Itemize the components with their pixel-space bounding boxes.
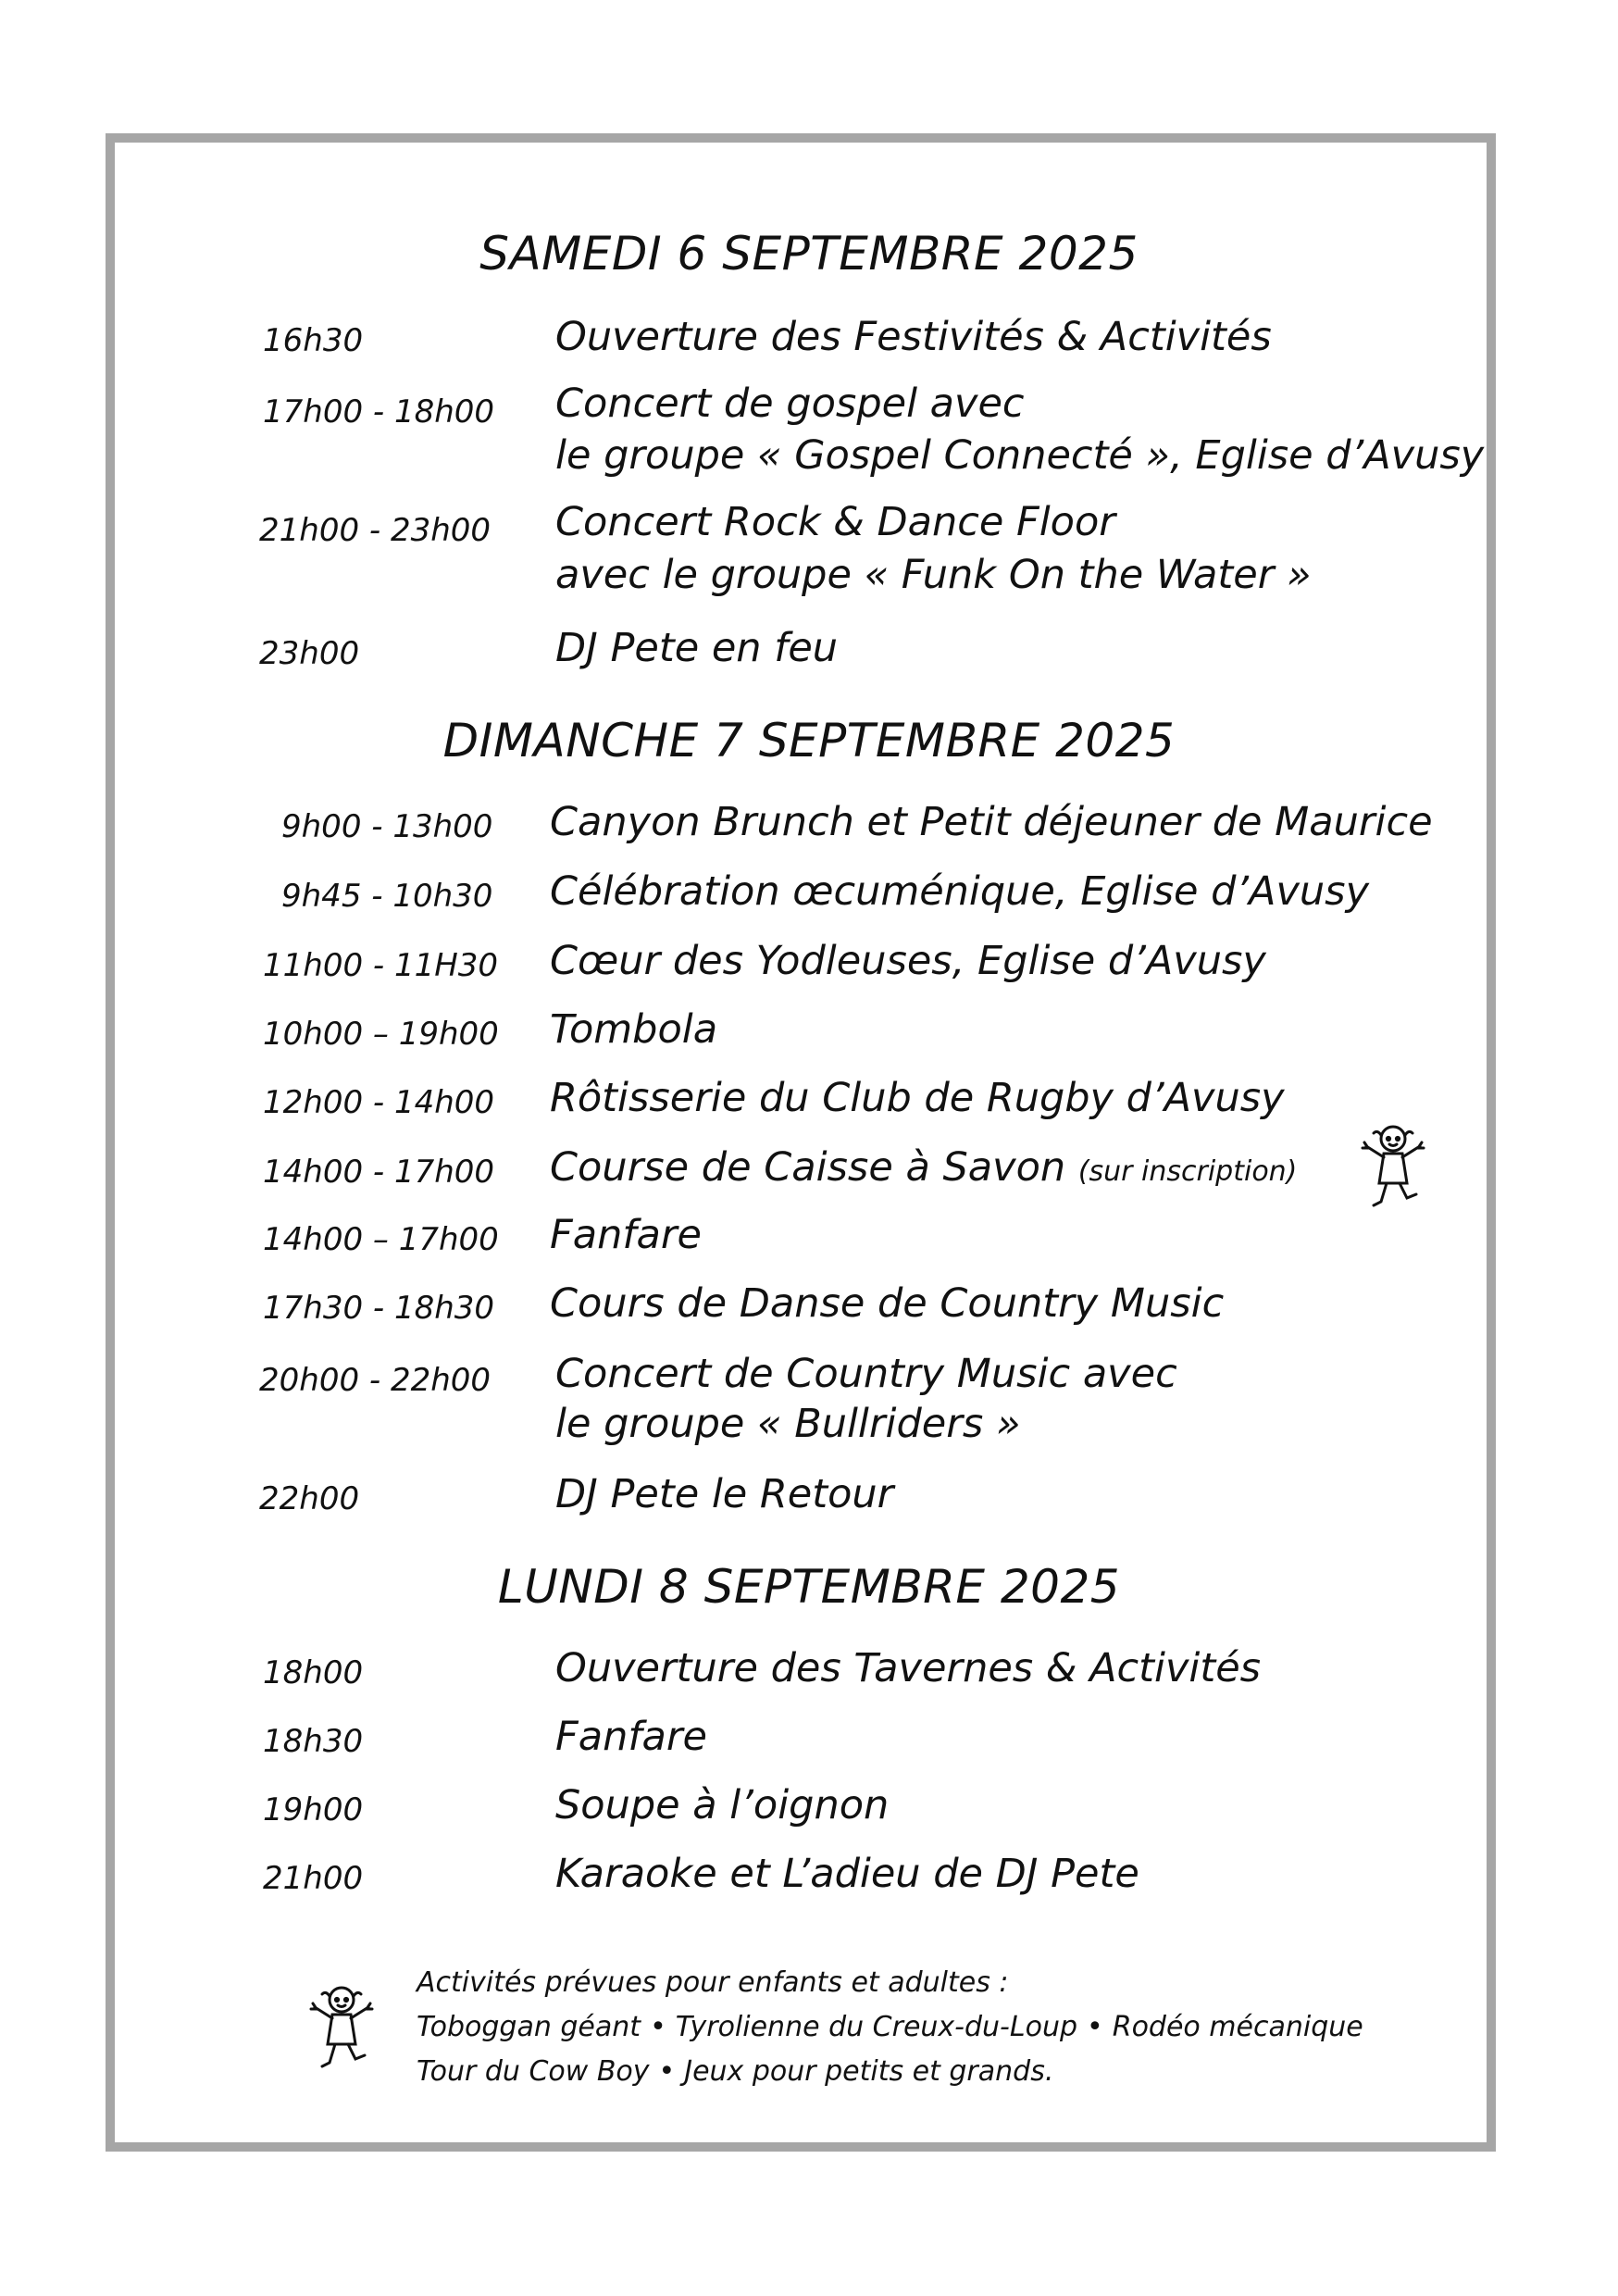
time-label: 14h00 - 17h00 xyxy=(263,1154,495,1191)
time-label: 9h00 - 13h00 xyxy=(281,808,493,845)
event-label: Concert Rock & Dance Floor xyxy=(555,499,1115,545)
bullet-separator: • xyxy=(658,2055,676,2088)
event-label: Ouverture des Festivités & Activités xyxy=(555,314,1272,360)
time-label: 14h00 – 17h00 xyxy=(263,1221,499,1258)
event-title: Course de Caisse à Savon xyxy=(550,1144,1066,1191)
time-label: 10h00 – 19h00 xyxy=(263,1016,499,1053)
event-label: Cœur des Yodleuses, Eglise d’Avusy xyxy=(550,938,1266,984)
time-label: 20h00 - 22h00 xyxy=(259,1362,492,1399)
time-label: 17h30 - 18h30 xyxy=(263,1290,495,1327)
event-label-continued: le groupe « Gospel Connecté », Eglise d’Avusy xyxy=(555,432,1485,479)
day-heading-dimanche: DIMANCHE 7 SEPTEMBRE 2025 xyxy=(442,714,1176,767)
time-label: 17h00 - 18h00 xyxy=(263,393,495,430)
time-label: 22h00 xyxy=(259,1480,360,1517)
event-label: Soupe à l’oignon xyxy=(555,1782,890,1828)
time-label: 9h45 - 10h30 xyxy=(281,878,493,915)
activity-item: Rodéo mécanique xyxy=(1112,2011,1363,2043)
activity-item: Tour du Cow Boy xyxy=(417,2055,650,2088)
event-label: Canyon Brunch et Petit déjeuner de Maurice xyxy=(550,799,1433,845)
event-label: Tombola xyxy=(550,1006,718,1053)
event-label: DJ Pete en feu xyxy=(555,625,839,671)
event-label-continued: le groupe « Bullriders » xyxy=(555,1401,1021,1447)
time-label: 21h00 xyxy=(263,1860,364,1897)
event-label: DJ Pete le Retour xyxy=(555,1471,894,1517)
child-icon xyxy=(1353,1120,1433,1217)
event-label: Concert de gospel avec xyxy=(555,381,1025,427)
time-label: 21h00 - 23h00 xyxy=(259,512,492,549)
time-label: 12h00 - 14h00 xyxy=(263,1084,495,1121)
event-label xyxy=(550,1142,1297,1198)
event-label: Concert de Country Music avec xyxy=(555,1351,1177,1397)
bullet-separator: • xyxy=(650,2011,666,2043)
event-label: Célébration œcuménique, Eglise d’Avusy xyxy=(550,868,1370,915)
activities-line xyxy=(417,2005,1363,2050)
time-label: 16h30 xyxy=(263,322,364,359)
event-label-continued: avec le groupe « Funk On the Water » xyxy=(555,552,1312,598)
event-note: (sur inscription) xyxy=(1077,1155,1298,1188)
event-label: Fanfare xyxy=(555,1714,707,1760)
time-label: 19h00 xyxy=(263,1791,364,1828)
day-heading-samedi: SAMEDI 6 SEPTEMBRE 2025 xyxy=(479,227,1139,281)
activities-intro: Activités prévues pour enfants et adultes : xyxy=(417,1966,1009,1999)
activities-note xyxy=(417,1961,1363,2094)
time-label: 18h30 xyxy=(263,1723,364,1760)
time-label: 23h00 xyxy=(259,635,360,672)
event-label: Fanfare xyxy=(550,1212,702,1258)
activity-item: Jeux pour petits et grands. xyxy=(684,2055,1054,2088)
event-label: Karaoke et L’adieu de DJ Pete xyxy=(555,1851,1139,1897)
time-label: 11h00 - 11H30 xyxy=(263,947,499,984)
bullet-separator: • xyxy=(1087,2011,1103,2043)
activity-item: Tyrolienne du Creux-du-Loup xyxy=(675,2011,1078,2043)
event-label: Ouverture des Tavernes & Activités xyxy=(555,1645,1262,1691)
day-heading-lundi: LUNDI 8 SEPTEMBRE 2025 xyxy=(497,1560,1121,1614)
event-label: Rôtisserie du Club de Rugby d’Avusy xyxy=(550,1075,1285,1121)
activity-item: Toboggan géant xyxy=(417,2011,641,2043)
event-label: Cours de Danse de Country Music xyxy=(550,1280,1225,1327)
child-icon xyxy=(302,1981,381,2078)
activities-line xyxy=(417,2050,1363,2094)
time-label: 18h00 xyxy=(263,1654,364,1691)
